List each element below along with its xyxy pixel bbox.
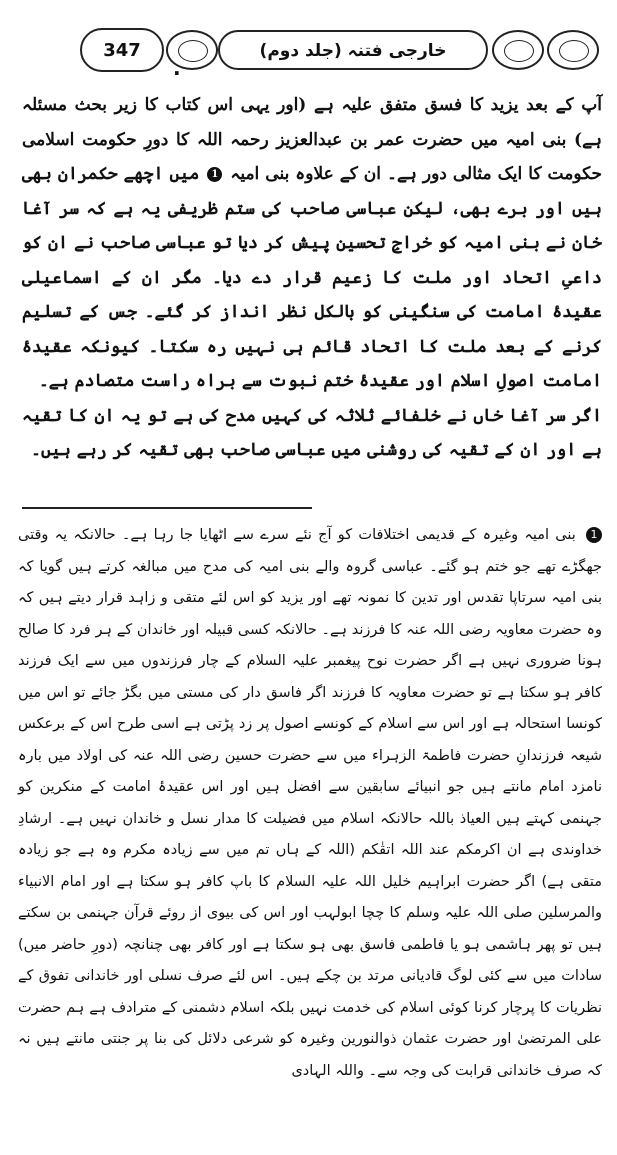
- main-paragraph-part-1: آپ کے بعد یزید کا فسق متفق علیہ ہے (اور یہی اس کتاب کا زیر بحث مسئلہ ہے) بنی امیہ میں حضرت عمر بن عبدالعزیز رحمہ اللہ کا دورِ حکومت اسلامی حکومت کا ایک مثالی دور ہے۔ ان کے علاوہ بنی امیہ: [22, 95, 603, 184]
- running-title-frame: [218, 30, 488, 70]
- ornament-left-icon: [166, 30, 218, 70]
- main-paragraph-part-2: میں اچھے حکمران بھی ہیں اور برے بھی، لیکن عباسی صاحب کی ستم ظریفی یہ ہے کہ سر آغا خان نے بنی امیہ کو خراجِ تحسین پیش کر دیا تو عباسی صاحب نے ان کو داعیِ اتحاد اور ملت کا زعیم قرار دے دیا۔ مگر ان کے اسماعیلی عقیدۂ امامت کی سنگینی کو بالکل نظر انداز کر گئے۔ جس کے تسلیم کرنے کے بعد ملت کا اتحاد قائم ہی نہیں رہ سکتا۔ کیونکہ عقیدۂ امامت اصولِ اسلام اور عقیدۂ ختم نبوت سے براہ راست متصادم ہے۔: [22, 164, 602, 391]
- ornament-right-icon: [492, 30, 544, 70]
- main-body: [22, 88, 602, 468]
- ornament-far-right-icon: [547, 30, 599, 70]
- footnote-1: [18, 520, 602, 1087]
- footnotes: [18, 520, 602, 1087]
- page-number-frame: [80, 28, 164, 72]
- header-dot: .: [173, 56, 181, 80]
- footnote-marker: 1: [586, 527, 602, 543]
- page-number: 347: [103, 39, 141, 61]
- footnote-text: بنی امیہ وغیرہ کے قدیمی اختلافات کو آج نئے سرے سے اٹھایا جا رہا ہے۔ حالانکہ یہ وقتی جھگڑے تھے جو ختم ہو گئے۔ عباسی گروہ والے بنی امیہ کی مدح میں مبالغہ کرتے ہیں گویا کہ بنی امیہ سرتاپا تقدس اور تدین کا نمونہ تھے اور یزید کو اس لئے متقی و زاہد قرار دیتے ہیں کہ وہ حضرت معاویہ رضی اللہ عنہ کا فرزند ہے۔ حالانکہ کسی قبیلہ اور خاندان کے ہر فرد کا صالح ہونا ضروری نہیں ہے اگر حضرت نوح پیغمبر علیہ السلام کے چار فرزندوں میں سے ایک فرزند کافر ہو سکتا ہے تو حضرت معاویہ کا فرزند اگر فاسق دار کی مستی میں بگڑ جائے تو اس میں کونسا استحالہ ہے اور اس سے اسلام کے کونسے اصول پر زد پڑتی ہے اسی طرح اس کے برعکس شیعہ فرزندانِ حضرت فاطمۃ الزہراء میں سے حضرت حسین رضی اللہ عنہ کی اولاد میں بارہ نامزد امام مانتے ہیں جو انبیائے سابقین سے افضل ہیں اور اس عقیدۂ امامت کے منکرین کو جہنمی کہتے ہیں العیاذ باللہ حالانکہ اسلام میں فضیلت کا مدار نسل و خاندان نہیں ہے۔ ارشادِ خداوندی ہے ان اکرمکم عند اللہ اتقٰکم (اللہ کے ہاں تم میں سے زیادہ مکرم وہ ہے جو زیادہ متقی ہے) اگر حضرت ابراہیم خلیل اللہ علیہ السلام کا باپ کافر ہو سکتا ہے اور امام الانبیاء والمرسلین صلی اللہ علیہ وسلم کا چچا ابولہب اور اس کی بیوی از روئے قرآن جہنمی بن سکتے ہیں تو پھر ہاشمی ہو یا فاطمی فاسق بھی ہو سکتا ہے اور کافر بھی چنانچہ (دورِ حاضر میں) سادات میں سے کئی لوگ قادیانی مرتد بن چکے ہیں۔ اس لئے صرف نسلی اور خاندانی تفوق کے نظریات کا پرچار کرنا کوئی اسلام کی خدمت نہیں بلکہ اسلام دشمنی کے مترادف ہے ہم حضرت علی المرتضیٰ اور حضرت عثمان ذوالنورین وغیرہ کو شرعی دلائل کی بنا پر جنتی مانتے ہیں نہ کہ صرف خاندانی قرابت کی وجہ سے۔ واللہ الہادی: [18, 527, 602, 1079]
- footnote-reference-marker: 1: [207, 167, 222, 182]
- running-title: خارجی فتنہ (جلد دوم): [259, 40, 447, 61]
- page-header: [40, 16, 600, 86]
- main-paragraph: [22, 88, 602, 399]
- main-paragraph-2: اگر سر آغا خاں نے خلفائے ثلاثہ کی کہیں مدح کی ہے تو یہ ان کا تقیہ ہے اور ان کے تقیہ کی روشنی میں عباسی صاحب بھی تقیہ کر رہے ہیں۔: [22, 405, 602, 460]
- footnote-divider: [22, 507, 312, 509]
